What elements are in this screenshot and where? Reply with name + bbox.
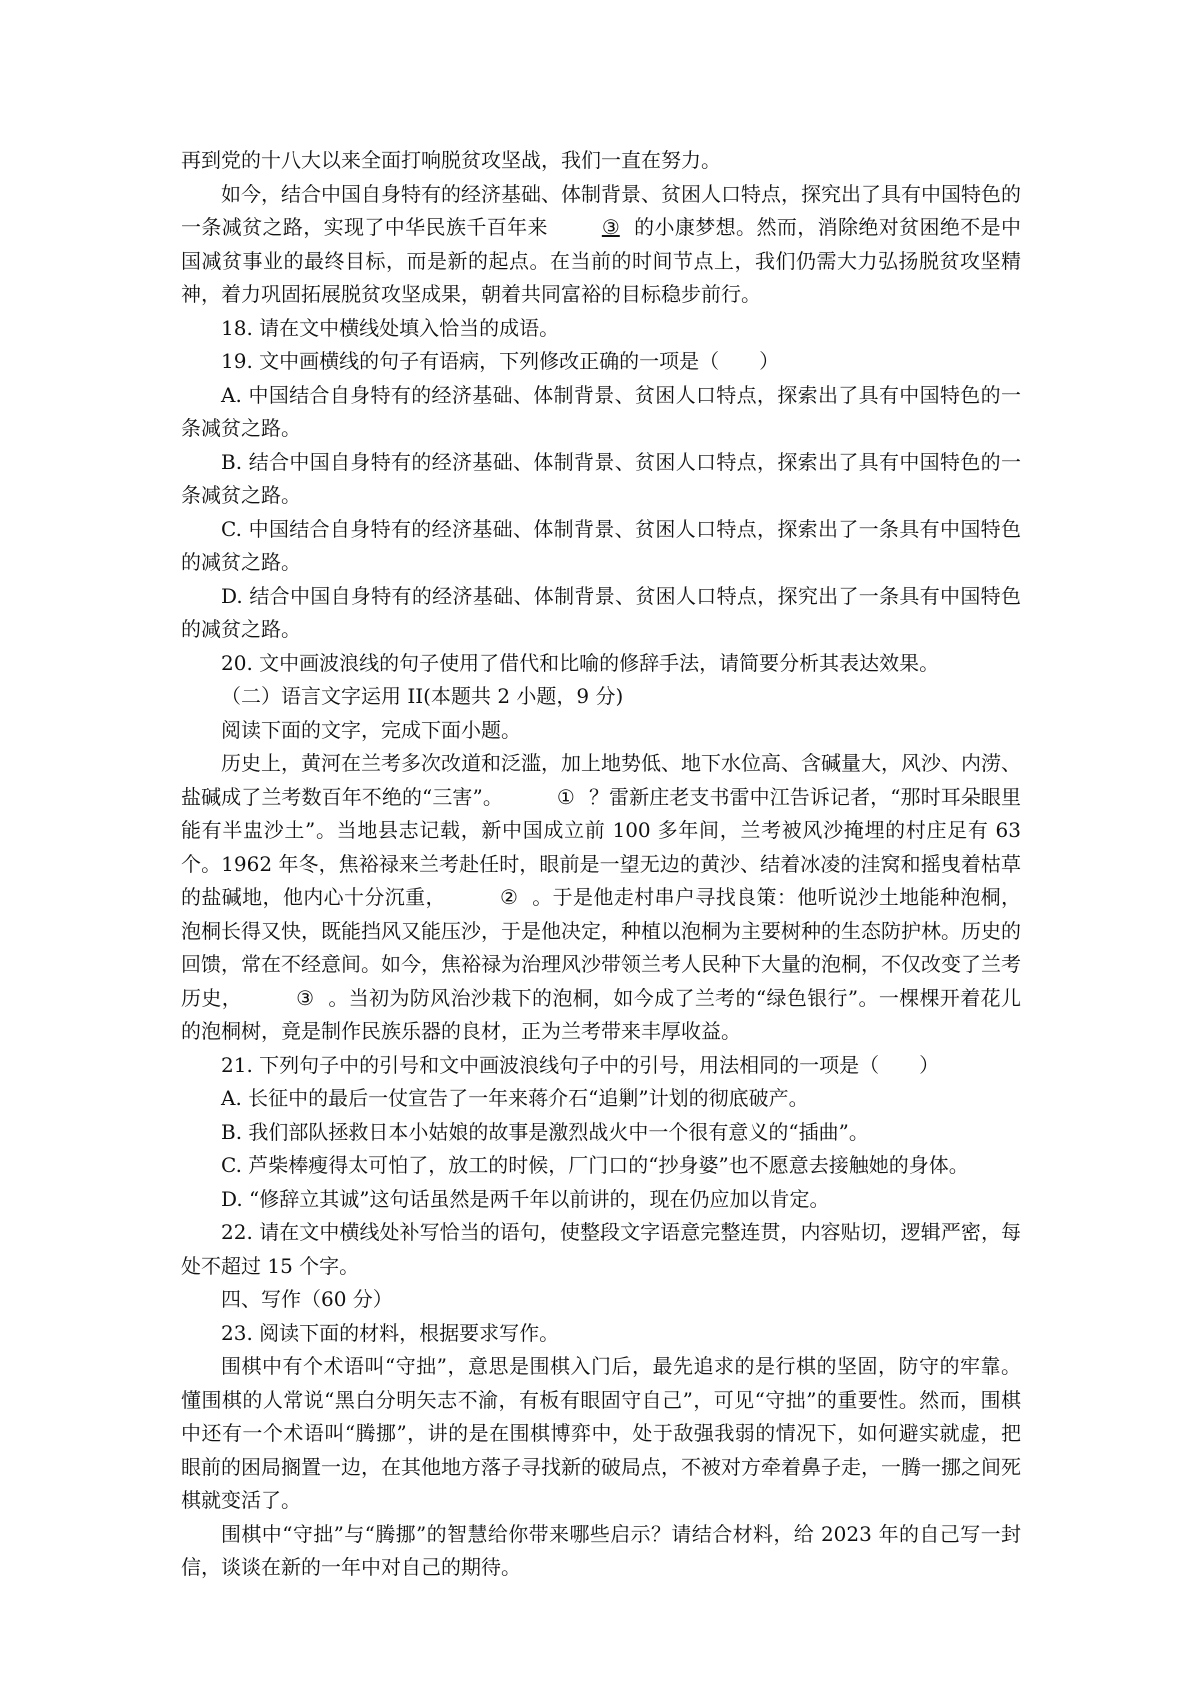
- question-22: 22. 请在文中横线处补写恰当的语句，使整段文字语意完整连贯，内容贴切，逻辑严密，每处不超过 15 个字。: [181, 1220, 1021, 1278]
- passage-text: 。于是他走村串户寻找良策：他听说沙土地能种泡桐，泡桐长得又快，既能挡风又能压沙，于是他决定，种植以泡桐为主要树种的生态防护林。历史的回馈，常在不经意间。如今，焦裕禄为治理风沙带领兰考人民种下大量的泡桐，不仅改变了兰考历史，: [181, 885, 1022, 1010]
- question-19: 19. 文中画横线的句子有语病，下列修改正确的一项是（ ）: [221, 349, 780, 373]
- passage-text: ？雷新庄老支书雷中江告诉记者，“那时耳朵眼里能有半盅沙土”。当地县志记载，新中国成立前 100 多年间，兰考被风沙掩埋的村庄足有 63 个。1962 年冬，焦裕禄来兰考赴任时，眼前是一望无边的黄沙、结着冰凌的洼窝和摇曳着枯草的盐碱地，他内心十分沉重，: [181, 784, 1021, 909]
- exam-page: [181, 144, 1021, 1585]
- section-2-heading: （二）语言文字运用 II(本题共 2 小题，9 分): [221, 684, 624, 708]
- option-19-c: C. 中国结合自身特有的经济基础、体制背景、贫困人口特点，探索出了一条具有中国特色的减贫之路。: [181, 516, 1021, 574]
- option-21-c: C. 芦柴棒瘦得太可怕了，放工的时候，厂门口的“抄身婆”也不愿意去接触她的身体。: [221, 1153, 969, 1177]
- blank-1: ①: [556, 784, 575, 809]
- passage-text: 历史上，黄河在兰考多次改道和泛滥，加上地势低、地下水位高、含碱量大，风沙、内涝、盐碱成了兰考数百年不绝的“三害”。: [181, 751, 1021, 809]
- lankao-passage: [181, 747, 1021, 1049]
- option-19-d: D. 结合中国自身特有的经济基础、体制背景、贫困人口特点，探究出了一条具有中国特色的减贫之路。: [181, 583, 1021, 641]
- question-23: 23. 阅读下面的材料，根据要求写作。: [221, 1320, 560, 1345]
- passage-text: 。当初为防风治沙栽下的泡桐，如今成了兰考的“绿色银行”。一棵棵开着花儿的泡桐树，竟是制作民族乐器的良材，正为兰考带来丰厚收益。: [181, 985, 1021, 1043]
- question-20: 20. 文中画波浪线的句子使用了借代和比喻的修辞手法，请简要分析其表达效果。: [221, 650, 940, 675]
- passage-text: 的小康梦想。然而，消除绝对贫困绝不是中国减贫事业的最终目标，而是新的起点。在当前的时间节点上，我们仍需大力弘扬脱贫攻坚精神，着力巩固拓展脱贫攻坚成果，朝着共同富裕的目标稳步前行。: [181, 215, 1022, 306]
- blank-3: ③: [296, 985, 315, 1010]
- section-4-heading: 四、写作（60 分）: [221, 1287, 393, 1311]
- section-2-instruction: 阅读下面的文字，完成下面小题。: [221, 717, 521, 742]
- blank-2: ②: [499, 885, 518, 909]
- writing-prompt: 围棋中“守拙”与“腾挪”的智慧给你带来哪些启示？请结合材料，给 2023 年的自己写一封信，谈谈在新的一年中对自己的期待。: [181, 1521, 1021, 1579]
- option-19-a: A. 中国结合自身特有的经济基础、体制背景、贫困人口特点，探索出了具有中国特色的一条减贫之路。: [181, 382, 1021, 440]
- question-21: 21. 下列句子中的引号和文中画波浪线句子中的引号，用法相同的一项是（ ）: [221, 1052, 940, 1077]
- option-19-b: B. 结合中国自身特有的经济基础、体制背景、贫困人口特点，探索出了具有中国特色的一条减贫之路。: [181, 449, 1021, 507]
- option-21-d: D. “修辞立其诚”这句话虽然是两千年以前讲的，现在仍应加以肯定。: [221, 1186, 830, 1211]
- option-21-a: A. 长征中的最后一仗宣告了一年来蒋介石“追剿”计划的彻底破产。: [221, 1086, 809, 1110]
- blank-3: ③: [601, 215, 620, 239]
- writing-material: 围棋中有个术语叫“守拙”，意思是围棋入门后，最先追求的是行棋的坚固，防守的牢靠。懂围棋的人常说“黑白分明矢志不渝，有板有眼固守自己”，可见“守拙”的重要性。然而，围棋中还有一个术语叫“腾挪”，讲的是在围棋博弈中，处于敌强我弱的情况下，如何避实就虚，把眼前的困局搁置一边，在其他地方落子寻找新的破局点，不被对方牵着鼻子走，一腾一挪之间死棋就变活了。: [181, 1354, 1021, 1512]
- passage-continuation: 再到党的十八大以来全面打响脱贫攻坚战，我们一直在努力。: [181, 148, 721, 172]
- question-18: 18. 请在文中横线处填入恰当的成语。: [221, 315, 560, 340]
- option-21-b: B. 我们部队拯救日本小姑娘的故事是激烈战火中一个很有意义的“插曲”。: [221, 1119, 869, 1144]
- passage-paragraph: [181, 178, 1021, 312]
- passage-text: 如今，结合中国自身特有的经济基础、体制背景、贫困人口特点，探究出了具有中国特色的一条减贫之路，实现了中华民族千百年来: [181, 181, 1021, 239]
